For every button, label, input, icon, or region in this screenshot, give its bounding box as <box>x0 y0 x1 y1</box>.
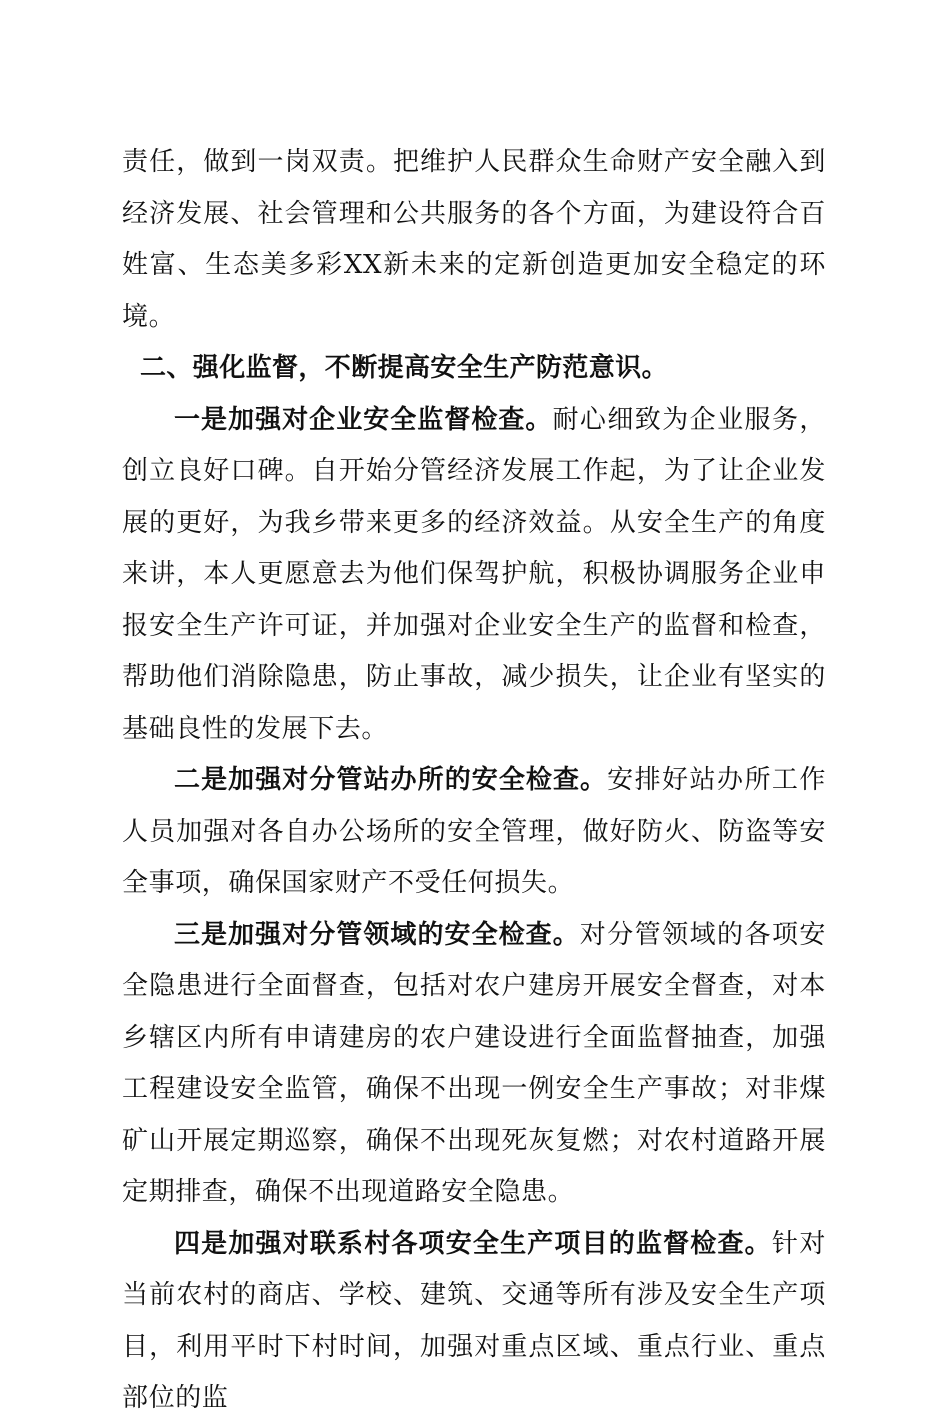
document-body <box>122 137 826 1425</box>
item-paragraph-1 <box>122 395 826 756</box>
item-paragraph-2 <box>122 755 826 910</box>
item-paragraph-3 <box>122 910 826 1219</box>
section-heading: 二、强化监督，不断提高安全生产防范意识。 <box>140 353 669 383</box>
item-paragraph-4 <box>122 1219 826 1425</box>
item-body: 耐心细致为企业服务，创立良好口碑。自开始分管经济发展工作起，为了让企业发展的更好，为我乡带来更多的经济效益。从安全生产的角度来讲，本人更愿意去为他们保驾护航，积极协调服务企业申报安全生产许可证，并加强对企业安全生产的监督和检查，帮助他们消除隐患，防止事故，减少损失，让企业有坚实的基础良性的发展下去。 <box>122 404 826 744</box>
item-body: 针对当前农村的商店、学校、建筑、交通等所有涉及安全生产项目，利用平时下村时间，加强对重点区域、重点行业、重点部位的监 <box>122 1228 827 1413</box>
item-lead: 三是加强对分管领域的安全检查。 <box>174 919 580 950</box>
item-lead: 四是加强对联系村各项安全生产项目的监督检查。 <box>174 1228 772 1259</box>
item-body: 安排好站办所工作人员加强对各自办公场所的安全管理，做好防火、防盗等安全事项，确保国家财产不受任何损失。 <box>122 765 826 898</box>
item-lead: 二是加强对分管站办所的安全检查。 <box>174 765 608 795</box>
continuation-paragraph: 责任，做到一岗双责。把维护人民群众生命财产安全融入到经济发展、社会管理和公共服务的各个方面，为建设符合百姓富、生态美多彩XX新未来的定新创造更加安全稳定的环境。 <box>122 147 826 332</box>
item-body: 对分管领域的各项安全隐患进行全面督查，包括对农户建房开展安全督查，对本乡辖区内所有申请建房的农户建设进行全面监督抽查，加强工程建设安全监管，确保不出现一例安全生产事故；对非煤矿山开展定期巡察，确保不出现死灰复燃；对农村道路开展定期排查，确保不出现道路安全隐患。 <box>122 919 826 1207</box>
item-lead: 一是加强对企业安全监督检查。 <box>174 404 553 435</box>
